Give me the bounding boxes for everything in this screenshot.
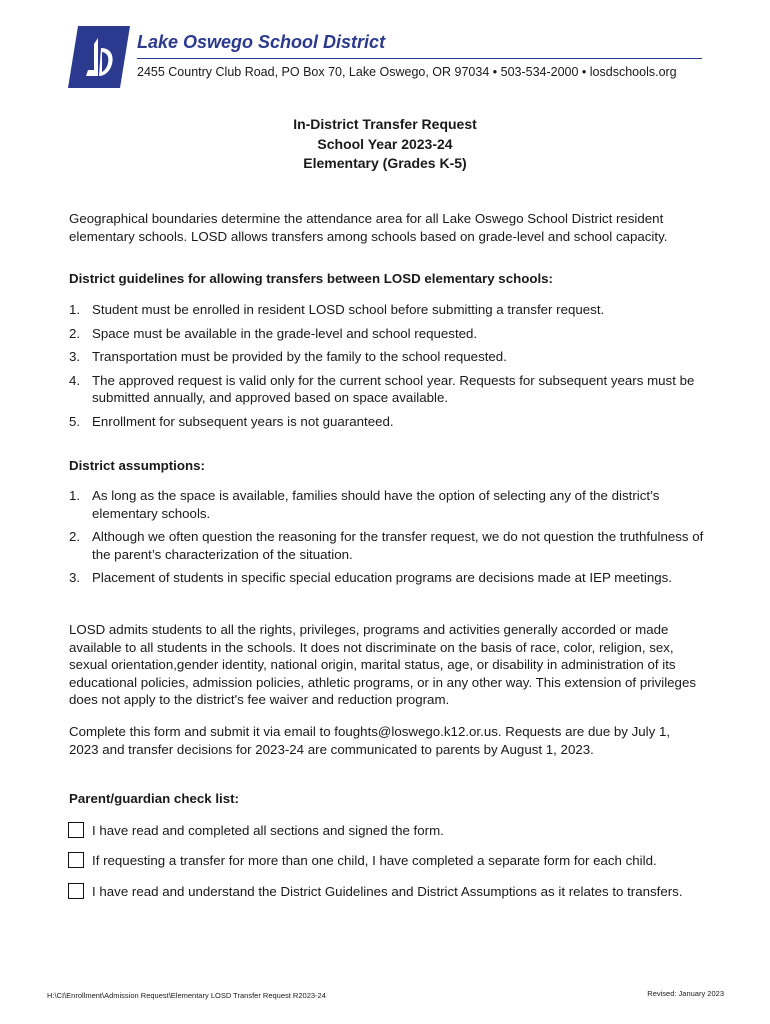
title-line-2: School Year 2023-24 bbox=[317, 135, 453, 152]
checkbox-guidelines-understood[interactable] bbox=[68, 883, 84, 899]
guidelines-list bbox=[69, 301, 709, 436]
checkbox-sections-completed[interactable] bbox=[68, 822, 84, 838]
footer-revised-date: Revised: January 2023 bbox=[647, 989, 724, 998]
district-address: 2455 Country Club Road, PO Box 70, Lake Oswego, OR 97034 • 503-534-2000 • losdschools.org bbox=[137, 65, 677, 79]
list-item: 2. Space must be available in the grade-level and school requested. bbox=[69, 325, 478, 341]
title-line-3: Elementary (Grades K-5) bbox=[303, 155, 467, 171]
checklist-item bbox=[68, 822, 444, 838]
assumptions-list bbox=[69, 487, 709, 593]
checklist-label: I have read and completed all sections and signed the form. bbox=[92, 822, 444, 838]
district-logo-icon bbox=[68, 26, 130, 88]
nondiscrimination-paragraph: LOSD admits students to all the rights, privileges, programs and activities generally accorded or made available to all students in the schools. It does not discriminate on the basis of race, color, religion, sex, sexual orientation,gender identity, national origin, marital status, age, or disability in administration of its educational policies, admission policies, athletic programs, or in any other way. This extension of privileges does not apply to the district's fee waiver and reduction program. bbox=[69, 622, 696, 707]
assumptions-heading: District assumptions: bbox=[69, 458, 205, 473]
list-item: 5. Enrollment for subsequent years is not guaranteed. bbox=[69, 413, 394, 429]
list-item: 3. Transportation must be provided by the family to the school requested. bbox=[69, 349, 507, 364]
list-item: 1. As long as the space is available, families should have the option of selecting any of the district’s elementary schools. bbox=[69, 488, 660, 521]
list-item: 2. Although we often question the reasoning for the transfer request, we do not question the truthfulness of the parent’s characterization of the situation. bbox=[69, 529, 704, 562]
checkbox-separate-form[interactable] bbox=[68, 852, 84, 868]
list-item: 3. Placement of students in specific special education programs are decisions made at IEP meetings. bbox=[69, 570, 672, 585]
list-item: 1. Student must be enrolled in resident LOSD school before submitting a transfer request. bbox=[69, 302, 605, 317]
checklist-label: If requesting a transfer for more than one child, I have completed a separate form for each child. bbox=[92, 852, 657, 868]
footer-file-path: H:\CI\Enrollment\Admission Request\Elementary LOSD Transfer Request R2023-24 bbox=[47, 991, 326, 1000]
list-item: 4. The approved request is valid only for the current school year. Requests for subsequent years must be submitted annually, and approved based on space available. bbox=[69, 372, 695, 405]
checklist-item bbox=[68, 883, 683, 899]
submission-paragraph: Complete this form and submit it via email to foughts@loswego.k12.or.us. Requests are due by July 1, 2023 and transfer decisions for 2023-24 are communicated to parents by August 1, 2023. bbox=[69, 724, 671, 757]
checklist-item bbox=[68, 852, 657, 868]
form-title bbox=[0, 115, 770, 174]
intro-paragraph: Geographical boundaries determine the attendance area for all Lake Oswego School District resident elementary schools. LOSD allows transfers among schools based on grade-level and school capacity. bbox=[69, 211, 668, 244]
guidelines-heading: District guidelines for allowing transfers between LOSD elementary schools: bbox=[69, 271, 553, 286]
district-name: Lake Oswego School District bbox=[137, 32, 386, 52]
title-line-1: In-District Transfer Request bbox=[293, 116, 477, 132]
checklist-label: I have read and understand the District Guidelines and District Assumptions as it relates to transfers. bbox=[92, 883, 683, 899]
checklist-heading: Parent/guardian check list: bbox=[69, 791, 239, 806]
header-divider bbox=[137, 58, 702, 59]
